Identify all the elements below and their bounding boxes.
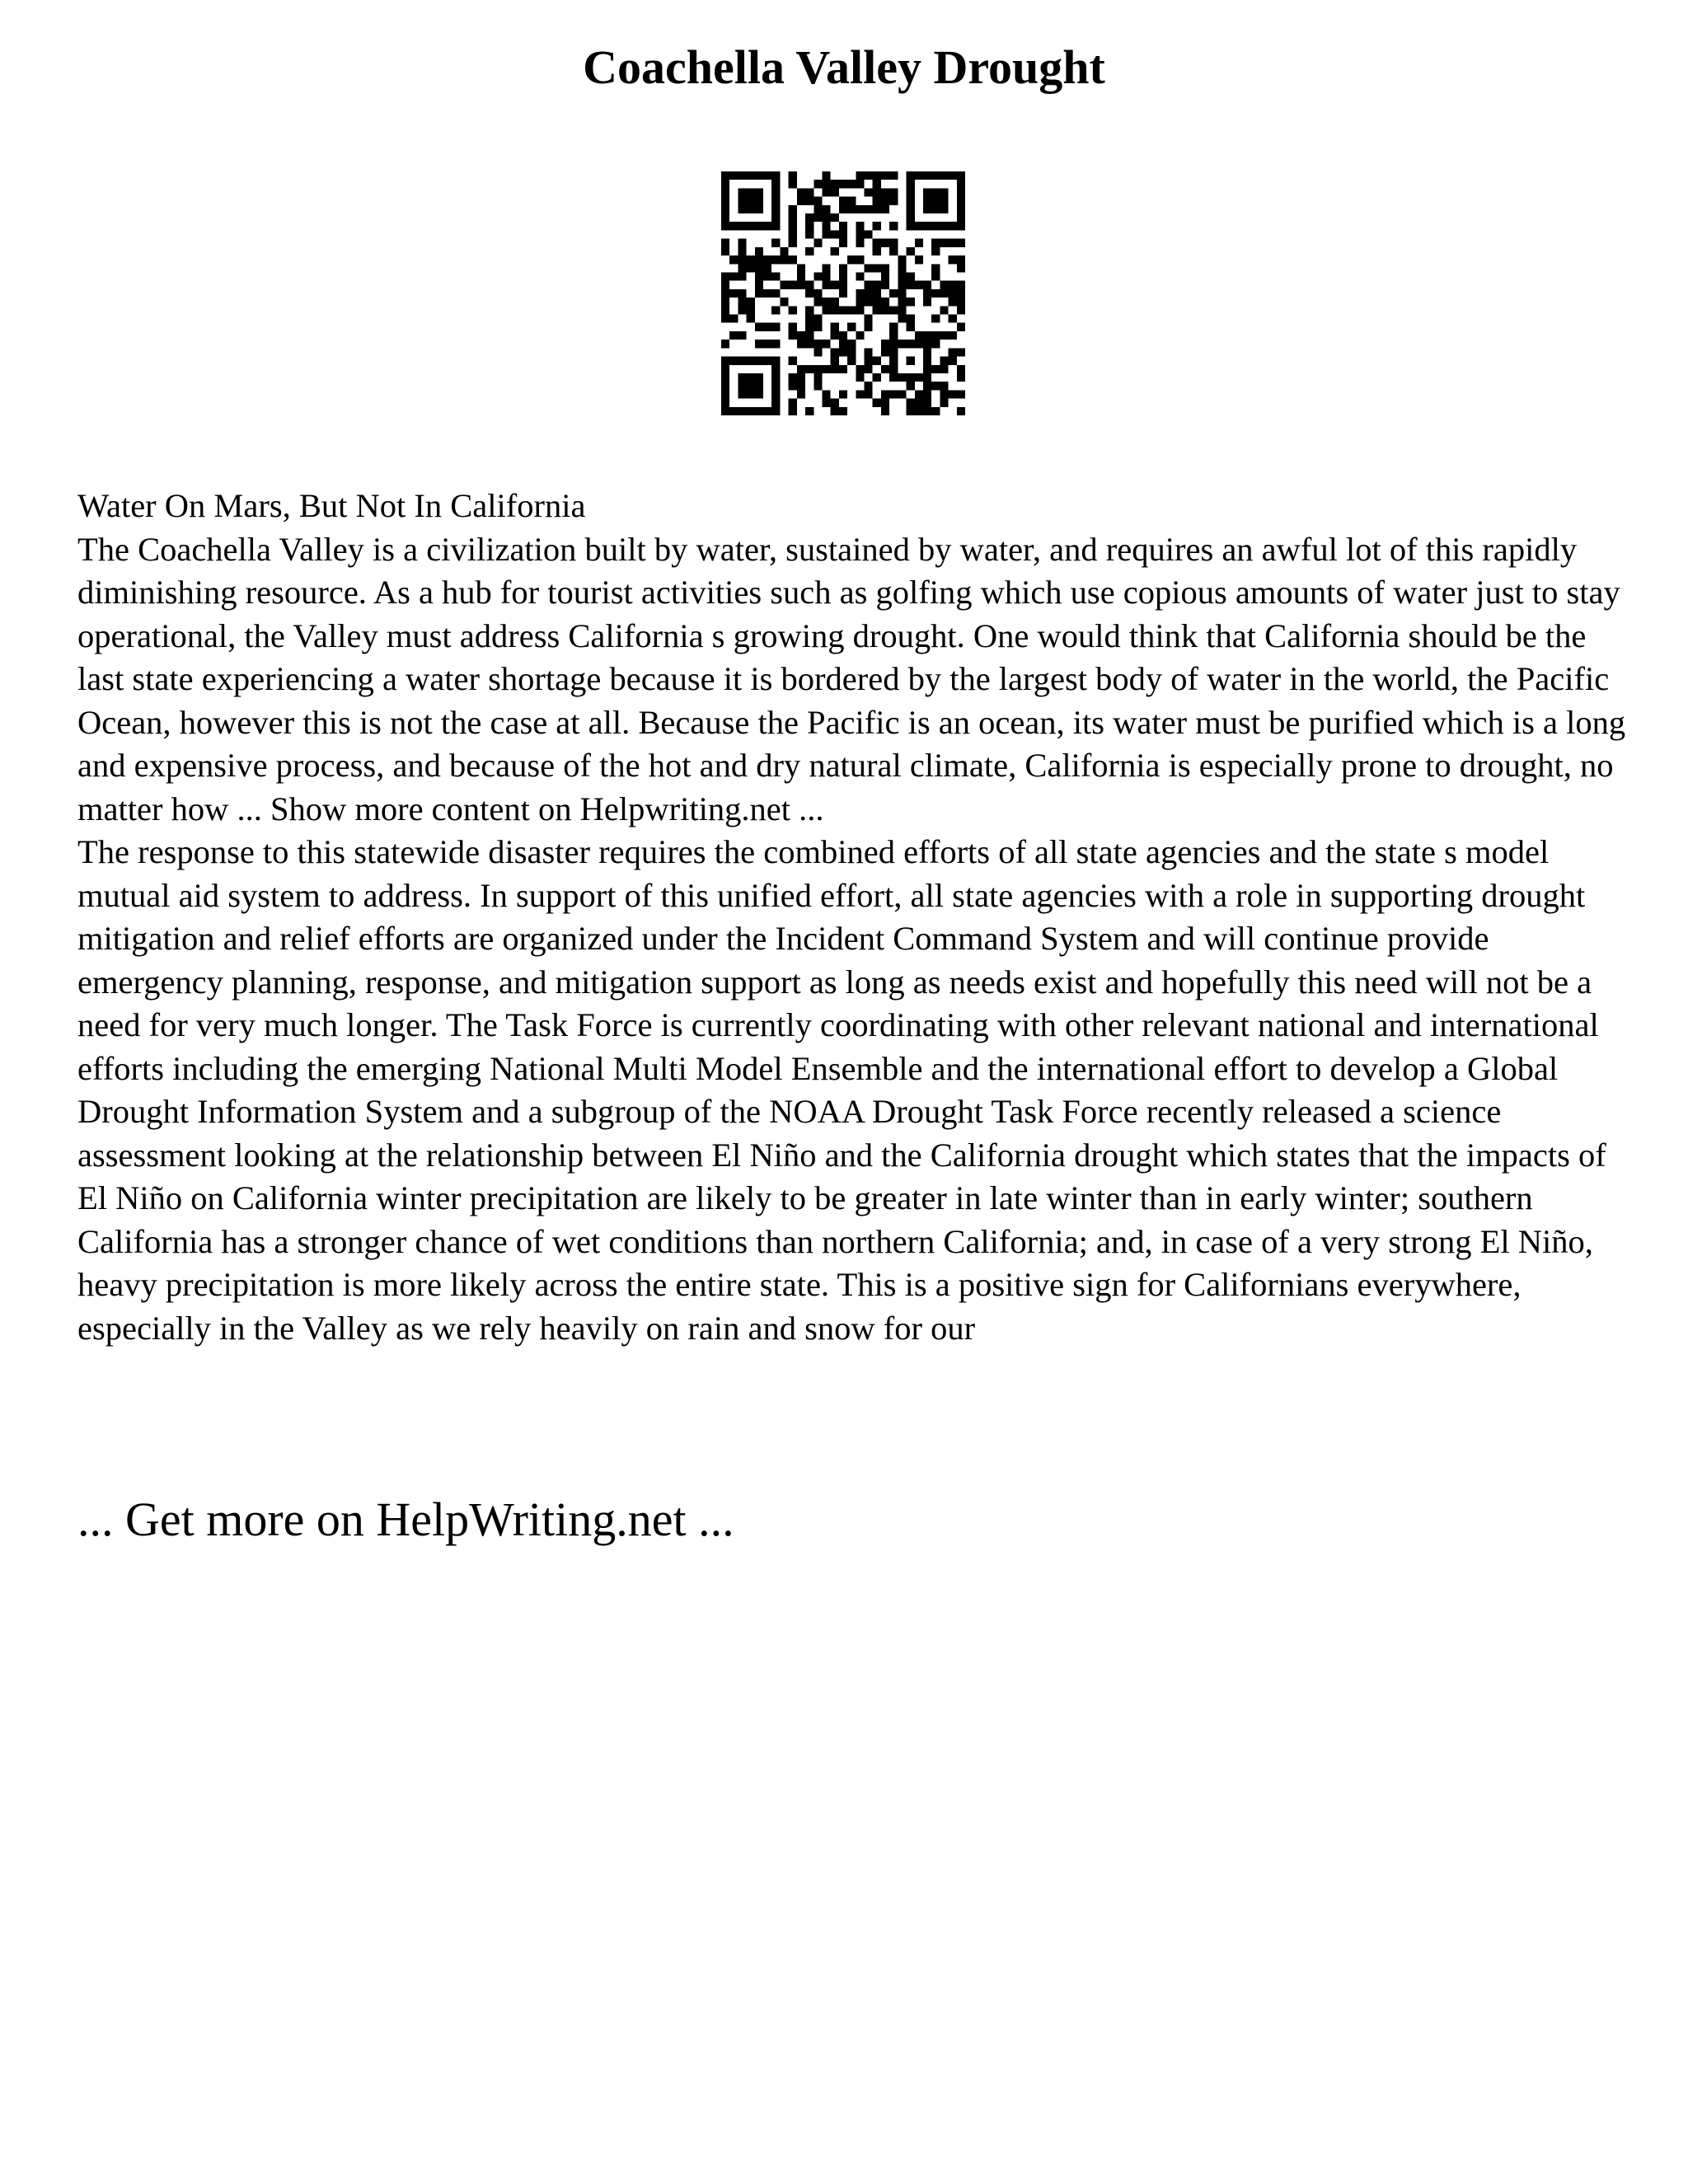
page-title: Coachella Valley Drought: [583, 40, 1105, 94]
article-subheading: Water On Mars, But Not In California: [77, 487, 586, 524]
article-body: [77, 485, 1627, 1350]
article-paragraph-2: The response to this statewide disaster requires the combined efforts of all state agencies and the state s model mutual aid system to address. In support of this unified effort, all state agencies with a role in supporting drought mitigation and relief efforts are organized under the Incident Command System and will continue provide emergency planning, response, and mitigation support as long as needs exist and hopefully this need will not be a need for very much longer. The Task Force is currently coordinating with other relevant national and international efforts including the emerging National Multi Model Ensemble and the international effort to develop a Global Drought Information System and a subgroup of the NOAA Drought Task Force recently released a science assessment looking at the relationship between El Niño and the California drought which states that the impacts of El Niño on California winter precipitation are likely to be greater in late winter than in early winter; southern California has a stronger chance of wet conditions than northern California; and, in case of a very strong El Niño, heavy precipitation is more likely across the entire state. This is a positive sign for Californians everywhere, especially in the Valley as we rely heavily on rain and snow for our: [77, 833, 1606, 1347]
article-paragraph-1: The Coachella Valley is a civilization built by water, sustained by water, and requires an awful lot of this rapidly diminishing resource. As a hub for tourist activities such as golfing which use copious amounts of water just to stay operational, the Valley must address California s growing drought. One would think that California should be the last state experiencing a water shortage because it is bordered by the largest body of water in the world, the Pacific Ocean, however this is not the case at all. Because the Pacific is an ocean, its water must be purified which is a long and expensive process, and because of the hot and dry natural climate, California is especially prone to drought, no matter how ... Show more content on Helpwriting.net ...: [77, 530, 1626, 827]
qr-code-icon: [721, 171, 965, 415]
get-more-link[interactable]: ... Get more on HelpWriting.net ...: [77, 1493, 734, 1546]
